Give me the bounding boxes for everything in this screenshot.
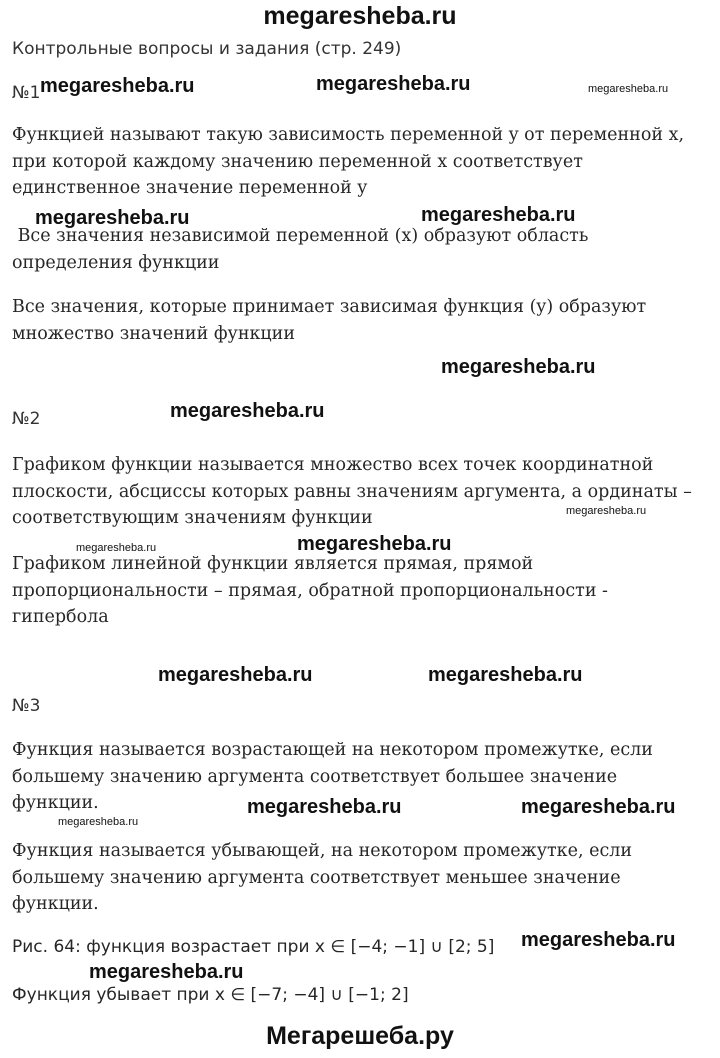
watermark: megaresheba.ru xyxy=(421,204,576,226)
watermark: megaresheba.ru xyxy=(35,207,190,229)
text-line: Графиком линейной функции является прямая, прямой xyxy=(12,554,534,574)
q1-paragraph-definition xyxy=(12,122,712,202)
q1-paragraph-domain xyxy=(12,223,712,276)
text-line: пропорциональности – прямая, обратной пропорциональности - xyxy=(12,580,608,601)
text-line: Функция убывает при x ∈ [−7; −4] ∪ [−1; 2] xyxy=(12,985,409,1005)
page-subtitle: Контрольные вопросы и задания (стр. 249) xyxy=(12,39,402,59)
text-line: гипербола xyxy=(12,607,109,627)
watermark: megaresheba.ru xyxy=(588,83,669,95)
watermark: megaresheba.ru xyxy=(428,664,583,686)
text-line: определения функции xyxy=(12,252,220,273)
text-line: функции. xyxy=(12,894,99,914)
q2-paragraph-graph-definition xyxy=(12,452,712,532)
watermark: megaresheba.ru xyxy=(521,796,676,818)
site-footer-title: Мегарешеба.ру xyxy=(266,1022,454,1050)
watermark: megaresheba.ru xyxy=(158,664,313,686)
watermark: megaresheba.ru xyxy=(76,542,157,554)
text-line: плоскости, абсциссы которых равны значениям аргумента, а ординаты – xyxy=(12,481,692,502)
q3-paragraph-decreasing xyxy=(12,838,712,918)
question-number-3: №3 xyxy=(12,696,41,716)
watermark: megaresheba.ru xyxy=(316,73,471,95)
question-number-2: №2 xyxy=(12,409,41,429)
watermark: megaresheba.ru xyxy=(170,400,325,422)
text-line: множество значений функции xyxy=(12,323,295,344)
watermark: megaresheba.ru xyxy=(89,961,244,983)
text-line: соответствующим значениям функции xyxy=(12,508,373,528)
text-line: Все значения независимой переменной (x) образуют область xyxy=(12,226,589,246)
question-number-1: №1 xyxy=(12,83,41,103)
watermark: megaresheba.ru xyxy=(441,356,596,378)
text-line: Функция называется возрастающей на некотором промежутке, если xyxy=(12,740,653,760)
text-line: единственное значение переменной y xyxy=(12,178,368,198)
text-line: большему значению аргумента соответствует большее значение xyxy=(12,766,618,787)
q3-figure-decreasing-intervals xyxy=(12,982,712,1009)
watermark: megaresheba.ru xyxy=(297,533,452,555)
q2-paragraph-graph-types xyxy=(12,551,712,631)
text-line: Функцией называют такую зависимость переменной y от переменной x, xyxy=(12,125,685,145)
q1-paragraph-range xyxy=(12,294,712,347)
text-line: при которой каждому значению переменной x соответствует xyxy=(12,151,583,172)
text-line: функции. xyxy=(12,793,99,813)
watermark: megaresheba.ru xyxy=(58,816,139,828)
text-line: Графиком функции называется множество всех точек координатной xyxy=(12,455,654,475)
text-line: Функция называется убывающей, на некотором промежутке, если xyxy=(12,841,633,861)
text-line: Рис. 64: функция возрастает при x ∈ [−4; −1] ∪ [2; 5] xyxy=(12,937,495,957)
watermark: megaresheba.ru xyxy=(566,505,647,517)
watermark: megaresheba.ru xyxy=(247,796,402,818)
watermark: megaresheba.ru xyxy=(40,75,195,97)
watermark: megaresheba.ru xyxy=(521,929,676,951)
text-line: Все значения, которые принимает зависимая функция (y) образуют xyxy=(12,297,647,317)
text-line: большему значению аргумента соответствует меньшее значение xyxy=(12,867,621,888)
site-header-title: megaresheba.ru xyxy=(263,2,457,30)
